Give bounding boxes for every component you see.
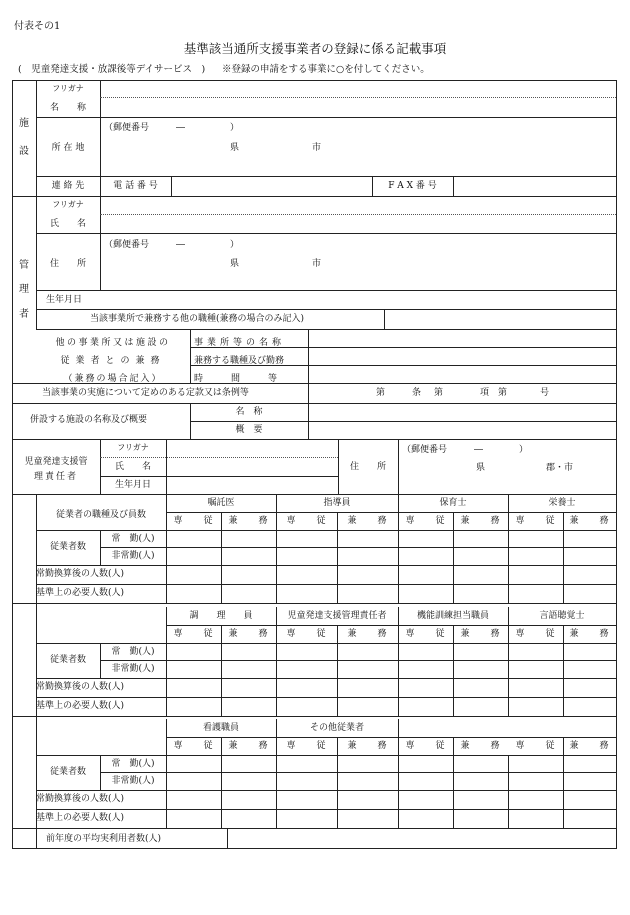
- dedicated-header: 専 従: [286, 516, 327, 526]
- staff-count-label: 従業者数: [49, 542, 86, 552]
- required-label: 基準上の必要人数(人): [36, 588, 125, 598]
- facility-furigana-label: フリガナ: [52, 84, 84, 93]
- facility-address-label: 所 在 地: [51, 143, 85, 153]
- staff-count-label: 従業者数: [49, 655, 86, 665]
- subtitle-note: ※登録の申請をする事業に○を付してください。: [222, 64, 430, 75]
- parttime-label: 非常勤(人): [111, 664, 155, 674]
- manager-birth-label: 生年月日: [46, 295, 83, 305]
- dedicated-header: 専 従: [173, 741, 214, 751]
- facility-fax-field[interactable]: [455, 178, 614, 195]
- facility-contact-label: 連 絡 先: [51, 181, 85, 191]
- concurrent-header: 兼 務: [460, 741, 501, 751]
- concurrent-header: 兼 務: [347, 516, 388, 526]
- required-label: 基準上の必要人数(人): [36, 701, 125, 711]
- responsible-name-label: 氏 名: [114, 462, 151, 472]
- concurrent-header: 兼 務: [347, 629, 388, 639]
- responsible-postal-label: （郵便番号 ― ）: [402, 445, 529, 455]
- manager-city-label: 市: [312, 259, 322, 269]
- dedicated-header: 専 従: [173, 516, 214, 526]
- concurrent-header: 兼 務: [569, 629, 610, 639]
- staff-title: 従業者の職種及び員数: [55, 510, 146, 520]
- converted-label: 常勤換算後の人数(人): [36, 682, 125, 692]
- parttime-label: 非常勤(人): [111, 776, 155, 786]
- concurrent-header: 兼 務: [460, 516, 501, 526]
- manager-address-label: 住 所: [49, 259, 86, 269]
- facility-name-label: 名 称: [49, 103, 86, 113]
- dedicated-header: 専 従: [515, 629, 556, 639]
- responsible-label: 児童発達支援管 理責任者: [24, 457, 88, 482]
- job-label-2-1: その他従業者: [309, 723, 364, 733]
- dedicated-header: 専 従: [405, 516, 446, 526]
- fulltime-label: 常 勤(人): [111, 534, 155, 544]
- manager-concurrent-cols: 事業所等の名称 兼務する職種及び勤務 時間等: [194, 338, 306, 384]
- responsible-address-label: 住 所: [349, 462, 386, 472]
- required-label: 基準上の必要人数(人): [36, 813, 125, 823]
- concurrent-header: 兼 務: [569, 516, 610, 526]
- dedicated-header: 専 従: [173, 629, 214, 639]
- annex-name-label: 名 称: [235, 407, 263, 417]
- dedicated-header: 専 従: [286, 629, 327, 639]
- job-label-1-1: 児童発達支援管理責任者: [287, 611, 387, 621]
- concurrent-header: 兼 務: [460, 629, 501, 639]
- manager-pref-label: 県: [230, 259, 240, 269]
- dedicated-header: 専 従: [405, 629, 446, 639]
- facility-pref-label: 県: [230, 143, 240, 153]
- dedicated-header: 専 従: [405, 741, 446, 751]
- facility-city-label: 市: [312, 143, 322, 153]
- facility-postal-label: （郵便番号 ― ）: [104, 123, 240, 133]
- responsible-pref-label: 県: [476, 463, 486, 473]
- job-label-1-3: 言語聴覚士: [539, 611, 585, 621]
- converted-label: 常勤換算後の人数(人): [36, 569, 125, 579]
- concurrent-header: 兼 務: [228, 741, 269, 751]
- facility-section-label: 施 設: [19, 118, 29, 157]
- concurrent-header: 兼 務: [569, 741, 610, 751]
- manager-furigana-label: フリガナ: [52, 200, 84, 209]
- responsible-city-label: 郡・市: [546, 463, 574, 473]
- fulltime-label: 常 勤(人): [111, 759, 155, 769]
- document-title: 基準該当通所支援事業者の登録に係る記載事項: [183, 41, 447, 56]
- job-label-0-3: 栄養士: [548, 498, 576, 508]
- annex-outline-label: 概 要: [235, 425, 263, 435]
- manager-concurrent-label: 他の事業所又は施設の 従業者との兼務 （兼務の場合記入）: [55, 338, 171, 384]
- facility-phone-field[interactable]: [173, 178, 370, 195]
- converted-label: 常勤換算後の人数(人): [36, 794, 125, 804]
- dedicated-header: 専 従: [515, 516, 556, 526]
- manager-section-label: 管 理 者: [19, 260, 29, 320]
- manager-name-label: 氏 名: [49, 219, 86, 229]
- concurrent-header: 兼 務: [228, 629, 269, 639]
- avg-users-label: 前年度の平均実利用者数(人): [46, 834, 162, 844]
- responsible-furigana-label: フリガナ: [117, 443, 149, 452]
- facility-fax-label: F A X 番 号: [388, 181, 437, 191]
- dedicated-header: 専 従: [515, 741, 556, 751]
- facility-name-field[interactable]: [102, 99, 614, 116]
- dedicated-header: 専 従: [286, 741, 327, 751]
- concurrent-header: 兼 務: [228, 516, 269, 526]
- job-label-1-0: 調 理 員: [189, 611, 253, 621]
- job-label-0-2: 保育士: [439, 498, 467, 508]
- ordinance-label: 当該事業の実施について定めのある定款又は条例等: [42, 388, 249, 398]
- parttime-label: 非常勤(人): [111, 551, 155, 561]
- concurrent-header: 兼 務: [347, 741, 388, 751]
- staff-count-label: 従業者数: [49, 767, 86, 777]
- job-label-0-0: 嘱託医: [207, 498, 235, 508]
- fulltime-label: 常 勤(人): [111, 647, 155, 657]
- job-label-0-1: 指導員: [323, 498, 351, 508]
- service-type-selector[interactable]: ( 児童発達支援・放課後等デイサービス ): [18, 64, 206, 75]
- annex-label: 併設する施設の名称及び概要: [30, 415, 148, 425]
- job-label-2-0: 看護職員: [202, 723, 239, 733]
- manager-postal-label: （郵便番号 ― ）: [104, 240, 240, 250]
- facility-phone-label: 電 話 番 号: [113, 181, 158, 191]
- responsible-birth-label: 生年月日: [114, 480, 151, 490]
- job-label-1-2: 機能訓練担当職員: [416, 611, 489, 621]
- appendix-label: 付表その1: [14, 21, 61, 32]
- manager-other-role-label: 当該事業所で兼務する他の職種(兼務の場合のみ記入): [90, 314, 305, 324]
